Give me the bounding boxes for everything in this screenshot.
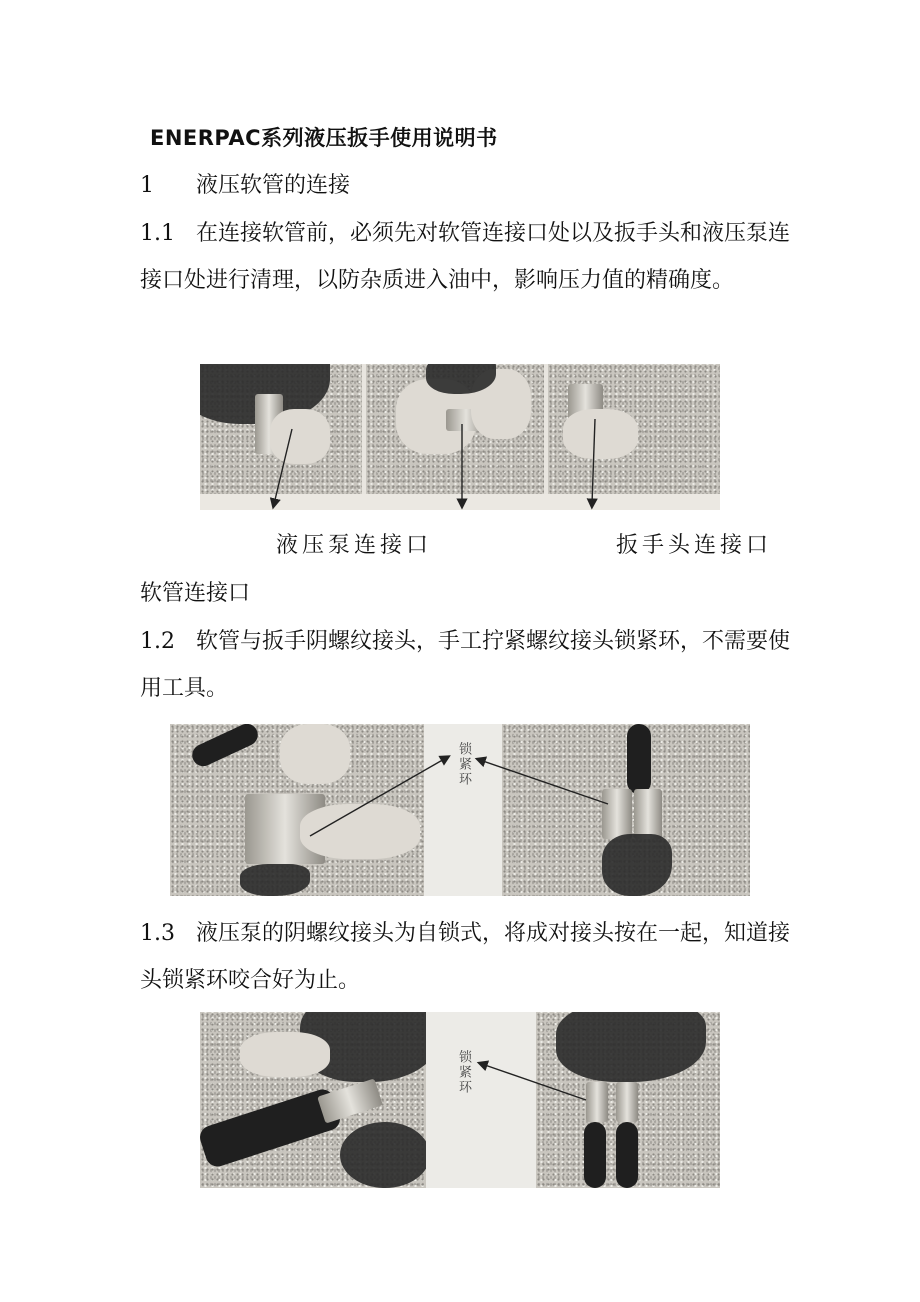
paragraph-1-3 bbox=[140, 910, 790, 1004]
section-1-heading bbox=[140, 162, 790, 209]
label-hose-port: 软管连接口 bbox=[140, 581, 251, 606]
paragraph-text: 软管与扳手阴螺纹接头，手工拧紧螺纹接头锁紧环，不需要使用工具。 bbox=[140, 629, 791, 701]
figure-1-arrows bbox=[200, 364, 720, 510]
label-wrench-port: 扳手头连接口 bbox=[616, 533, 773, 558]
paragraph-number: 1.1 bbox=[140, 221, 175, 246]
lock-ring-annotation: 锁紧环 bbox=[456, 742, 471, 787]
lock-ring-annotation: 锁紧环 bbox=[456, 1050, 471, 1095]
figure-1-photo bbox=[200, 364, 720, 510]
label-pump-port: 液压泵连接口 bbox=[276, 533, 433, 558]
paragraph-1-1 bbox=[140, 210, 790, 304]
paragraph-text: 液压泵的阴螺纹接头为自锁式，将成对接头按在一起，知道接头锁紧环咬合好为止。 bbox=[140, 921, 791, 993]
figure-3-arrows bbox=[200, 1012, 720, 1188]
section-number: 1 bbox=[140, 173, 154, 198]
paragraph-number: 1.2 bbox=[140, 629, 175, 654]
figure-3-photo bbox=[200, 1012, 720, 1188]
document-title: ENERPAC系列液压扳手使用说明书 bbox=[150, 126, 498, 150]
figure-2-arrows bbox=[170, 724, 750, 896]
paragraph-1-2 bbox=[140, 618, 790, 712]
paragraph-number: 1.3 bbox=[140, 921, 175, 946]
paragraph-text: 在连接软管前，必须先对软管连接口处以及扳手头和液压泵连接口处进行清理，以防杂质进入油中，影响压力值的精确度。 bbox=[140, 221, 791, 293]
figure-2-photo bbox=[170, 724, 750, 896]
section-heading-text: 液压软管的连接 bbox=[196, 173, 351, 198]
